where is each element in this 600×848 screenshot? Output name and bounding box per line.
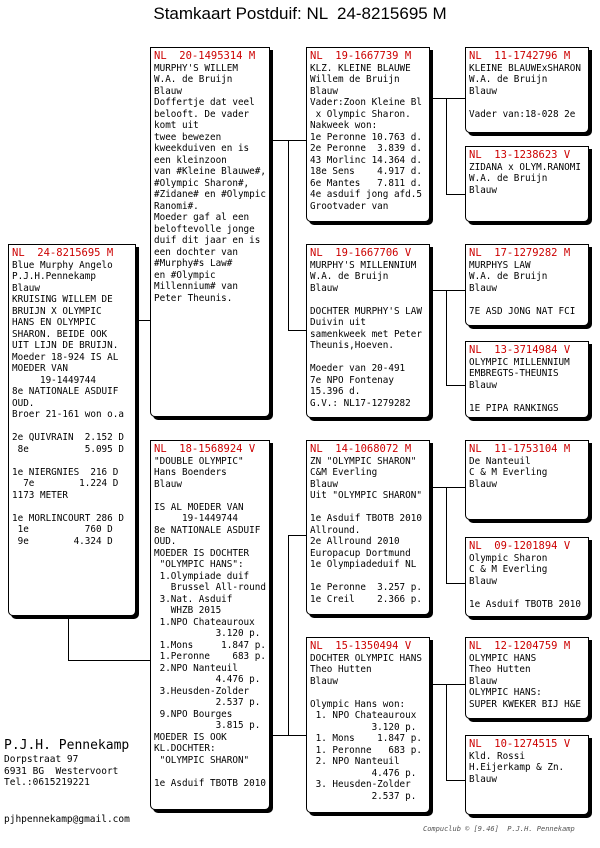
card-line: C & M Everling: [469, 564, 548, 575]
card-line: [469, 97, 585, 109]
card-line: [310, 352, 426, 364]
card-line: twee bewezen: [154, 131, 222, 143]
card-line: 1e NIERGNIES 216 D: [12, 466, 119, 478]
card-line: 1. NPO Chateauroux: [310, 710, 417, 721]
connector-father-fm-h: [288, 330, 306, 331]
card-line: Blauw: [469, 575, 497, 587]
card-line: WHZB 2015: [154, 605, 222, 616]
card-line: #Murphy#s Law#: [154, 258, 233, 269]
ring-number: NL 24-8215695 M: [12, 247, 114, 259]
card-line: [12, 501, 132, 513]
card-line: ZIDANA x OLYM.RANOMI: [469, 161, 581, 173]
card-father-father[interactable]: [306, 47, 430, 222]
connector-fm-fmm-h: [446, 385, 465, 386]
card-line: 4.476 p.: [310, 767, 417, 779]
card-line: 19-1449744: [12, 374, 96, 386]
card-line: Duivin uit: [310, 317, 366, 328]
card-line: 3.120 p.: [154, 628, 261, 639]
card-line: Blauw: [154, 85, 182, 97]
card-line: Uit "OLYMPIC SHARON": [310, 490, 422, 501]
connector-subject-mother: [68, 618, 70, 660]
card-line: Ranomi#.: [154, 200, 199, 212]
card-line: [469, 391, 585, 403]
card-line: DOCHTER MURPHY'S LAW: [310, 305, 422, 317]
ring-number: NL 13-1238623 V: [469, 149, 571, 161]
card-line: Blauw: [469, 773, 497, 785]
connector-father-fm: [288, 140, 290, 330]
card-line: Vader van:18-028 2e: [469, 108, 576, 120]
card-line: [310, 502, 426, 514]
card-line: belooft. De vader: [154, 108, 250, 120]
card-line: Olympic Sharon: [469, 552, 548, 564]
card-line: #Olympic Sharon#,: [154, 177, 250, 189]
card-line: 1173 METER: [12, 489, 68, 501]
card-line: van #Kleine Blauwe#,: [154, 166, 266, 177]
card-line: een dochter van: [154, 246, 238, 258]
card-fff[interactable]: [465, 47, 589, 133]
card-line: W.A. de Bruijn: [469, 271, 548, 282]
card-line: 1.Olympiade duif: [154, 570, 250, 582]
card-line: "OLYMPIC SHARON": [154, 754, 250, 766]
card-line: W.A. de Bruijn: [310, 271, 389, 282]
owner-email[interactable]: pjhpennekamp@gmail.com: [4, 814, 130, 825]
card-subject[interactable]: [8, 244, 136, 616]
card-line: 1. Peronne 683 p.: [310, 744, 422, 756]
card-line: #Zidane# en #Olympic: [154, 189, 266, 200]
software-footer: Compuclub © [9.46] P.J.H. Pennekamp: [423, 825, 575, 833]
card-line: Blue Murphy Angelo: [12, 259, 113, 271]
card-line: Blauw: [310, 282, 338, 294]
card-line: [469, 587, 585, 599]
ring-number: NL 13-3714984 V: [469, 344, 571, 356]
card-line: [310, 294, 426, 306]
card-father-mother[interactable]: [306, 244, 430, 418]
connector-mm-mmm-h: [446, 780, 465, 781]
card-line: MURPHYS LAW: [469, 259, 531, 271]
card-line: 7e 1.224 D: [12, 478, 119, 489]
card-line: 7e NPO Fontenay: [310, 374, 394, 386]
card-line: OLYMPIC HANS:: [469, 687, 542, 698]
card-line: Kld. Rossi: [469, 750, 525, 762]
card-line: Nakweek won:: [310, 120, 378, 131]
ring-number: NL 20-1495314 M: [154, 50, 256, 62]
card-line: Broer 21-161 won o.a: [12, 409, 124, 420]
card-line: 19-1449744: [154, 513, 238, 524]
card-line: EMBREGTS-THEUNIS: [469, 368, 559, 379]
card-line: MOEDER IS DOCHTER: [154, 547, 250, 559]
card-line: OUD.: [154, 536, 177, 547]
connector-mf-mfm: [446, 487, 448, 583]
card-line: BRUIJN X OLYMPIC: [12, 305, 102, 317]
card-line: "OLYMPIC HANS":: [154, 559, 244, 570]
card-mother-father[interactable]: [306, 440, 430, 615]
owner-street: Dorpstraat 97: [4, 754, 79, 765]
card-line: OUD.: [12, 397, 35, 409]
card-line: 3.120 p.: [310, 721, 417, 733]
card-mmf[interactable]: [465, 637, 589, 719]
card-ffm[interactable]: [465, 146, 589, 222]
card-mmm[interactable]: [465, 735, 589, 815]
connector-ff-ffm-h: [446, 194, 465, 195]
card-line: G.V.: NL17-1279282: [310, 397, 411, 409]
card-line: 6e Mantes 7.811 d.: [310, 177, 422, 189]
card-line: 1e 760 D: [12, 524, 113, 535]
card-line: Willem de Bruijn: [310, 74, 400, 85]
card-line: De Nanteuil: [469, 455, 531, 467]
ring-number: NL 17-1279282 M: [469, 247, 571, 259]
card-line: 1e Creil 2.366 p.: [310, 593, 422, 605]
card-line: 2e QUIVRAIN 2.152 D: [12, 432, 124, 443]
card-line: MURPHY'S WILLEM: [154, 62, 238, 74]
card-line: W.A. de Bruijn: [154, 74, 233, 85]
card-line: 1.Peronne 683 p.: [154, 651, 266, 662]
ring-number: NL 10-1274515 V: [469, 738, 571, 750]
card-line: Blauw: [469, 184, 497, 196]
ring-number: NL 12-1204759 M: [469, 640, 571, 652]
card-mff[interactable]: [465, 440, 589, 520]
card-line: samenkweek met Peter: [310, 328, 422, 340]
card-line: Theunis,Hoeven.: [310, 340, 394, 351]
card-line: Moeder 18-924 IS AL: [12, 351, 119, 363]
card-line: 2.537 p.: [310, 790, 417, 802]
card-fmf[interactable]: [465, 244, 589, 326]
owner-name: P.J.H. Pennekamp: [4, 738, 130, 753]
card-line: 2.537 p.: [154, 697, 261, 708]
card-mother-mother[interactable]: [306, 637, 430, 813]
owner-city: 6931 BG Westervoort: [4, 765, 119, 777]
ring-number: NL 15-1350494 V: [310, 640, 412, 652]
card-line: SHARON. BEIDE OOK: [12, 328, 108, 340]
card-line: [469, 294, 585, 306]
card-line: 1.Mons 1.847 p.: [154, 639, 266, 651]
card-line: 8e NATIONALE ASDUIF: [12, 386, 119, 397]
ring-number: NL 09-1201894 V: [469, 540, 571, 552]
card-line: W.A. de Bruijn: [469, 173, 548, 184]
connector-subject-father: [136, 320, 150, 321]
card-line: 3.Heusden-Zolder: [154, 685, 250, 697]
ring-number: NL 11-1742796 M: [469, 50, 571, 62]
ring-number: NL 19-1667739 M: [310, 50, 412, 62]
card-line: 4e asduif jong afd.5: [310, 189, 422, 200]
ring-number: NL 11-1753104 M: [469, 443, 571, 455]
card-line: Allround.: [310, 524, 361, 536]
card-mother[interactable]: [150, 440, 270, 810]
card-line: Olympic Hans won:: [310, 698, 406, 710]
card-line: Blauw: [310, 675, 338, 687]
card-line: 15.396 d.: [310, 386, 361, 397]
card-line: OLYMPIC HANS: [469, 652, 537, 664]
card-line: 7E ASD JONG NAT FCI: [469, 305, 576, 317]
card-line: duif dit jaar en is: [154, 235, 261, 246]
card-line: UIT LIJN DE BRUIJN.: [12, 340, 119, 351]
card-line: Hans Boenders: [154, 467, 227, 478]
card-line: 43 Morlinc 14.364 d.: [310, 154, 422, 166]
card-line: Blauw: [154, 478, 182, 490]
card-line: W.A. de Bruijn: [469, 74, 548, 85]
card-line: 3.Nat. Asduif: [154, 593, 233, 605]
ring-number: NL 14-1068072 M: [310, 443, 412, 455]
card-line: [310, 687, 426, 699]
card-line: een kleinzoon: [154, 154, 227, 166]
card-line: 1.NPO Chateauroux: [154, 616, 255, 628]
card-line: MOEDER IS OOK: [154, 731, 227, 743]
card-line: 1e Peronne 10.763 d.: [310, 131, 422, 143]
card-line: 1e Peronne 3.257 p.: [310, 582, 422, 593]
card-line: KL.DOCHTER:: [154, 743, 216, 754]
card-line: Blauw: [310, 478, 338, 490]
card-fmm[interactable]: [465, 341, 589, 418]
card-line: 1e Asduif TBOTB 2010: [310, 513, 422, 524]
card-line: MURPHY'S MILLENNIUM: [310, 259, 417, 271]
card-line: OLYMPIC MILLENNIUM: [469, 356, 570, 368]
card-line: Millennium# van: [154, 281, 238, 292]
connector-mother-mf: [288, 535, 306, 536]
card-line: SUPER KWEKER BIJ H&E: [469, 698, 581, 710]
card-line: "DOUBLE OLYMPIC": [154, 455, 244, 467]
card-line: beloftevolle jonge: [154, 223, 255, 235]
connector-mother-mm: [288, 535, 290, 735]
card-line: Peter Theunis.: [154, 292, 233, 304]
card-line: KRUISING WILLEM DE: [12, 294, 113, 305]
card-line: en #Olympic: [154, 269, 216, 281]
ring-number: NL 19-1667706 V: [310, 247, 412, 259]
card-line: 3.815 p.: [154, 720, 261, 731]
connector-ff-ffm: [446, 98, 448, 194]
owner-block: [4, 738, 129, 789]
card-line: Moeder van 20-491: [310, 363, 406, 374]
card-line: 1. Mons 1.847 p.: [310, 733, 422, 744]
card-line: Blauw: [12, 282, 40, 294]
connector-mf-mfm-h: [446, 583, 465, 584]
card-line: [310, 571, 426, 583]
page-title: Stamkaart Postduif: NL 24-8215695 M: [153, 4, 447, 23]
card-mfm[interactable]: [465, 537, 589, 617]
card-line: C & M Everling: [469, 467, 548, 478]
card-line: 9e 4.324 D: [12, 535, 113, 547]
card-line: KLZ. KLEINE BLAUWE: [310, 62, 411, 74]
card-line: 1e Olympiadeduif NL: [310, 559, 417, 570]
card-line: Europacup Dortmund: [310, 547, 411, 559]
card-line: [154, 490, 266, 502]
card-line: IS AL MOEDER VAN: [154, 501, 244, 513]
card-line: kweekduiven en is: [154, 143, 250, 154]
card-line: KLEINE BLAUWExSHARON: [469, 62, 581, 74]
card-line: 18e Sens 4.917 d.: [310, 166, 422, 177]
card-line: Theo Hutten: [310, 664, 372, 675]
card-line: Blauw: [469, 282, 497, 294]
card-line: Moeder gaf al een: [154, 212, 250, 223]
card-line: Blauw: [469, 379, 497, 391]
card-line: 2e Allround 2010: [310, 536, 400, 547]
card-line: Blauw: [469, 675, 497, 687]
card-father[interactable]: [150, 47, 270, 417]
card-line: 1e Asduif TBOTB 2010: [154, 777, 266, 789]
card-line: 3. Heusden-Zolder: [310, 779, 411, 790]
card-line: 2.NPO Nanteuil: [154, 662, 238, 674]
card-line: Grootvader van: [310, 200, 389, 212]
card-line: [12, 455, 132, 467]
card-line: 8e 5.095 D: [12, 443, 124, 455]
card-line: 1E PIPA RANKINGS: [469, 402, 559, 414]
card-line: 2e Peronne 3.839 d.: [310, 143, 422, 154]
card-line: [154, 766, 266, 778]
card-line: Blauw: [469, 478, 497, 490]
card-line: C&M Everling: [310, 467, 378, 478]
card-line: 9.NPO Bourges: [154, 708, 233, 720]
card-line: 2. NPO Nanteuil: [310, 756, 400, 767]
card-line: DOCHTER OLYMPIC HANS: [310, 652, 422, 664]
card-line: 1e MORLINCOURT 286 D: [12, 512, 124, 524]
card-line: MOEDER VAN: [12, 363, 68, 374]
card-line: Blauw: [469, 85, 497, 97]
card-line: 4.476 p.: [154, 674, 261, 685]
card-line: H.Eijerkamp & Zn.: [469, 762, 565, 773]
connector-fm-fmm: [446, 290, 448, 385]
connector-mm-mmm: [446, 684, 448, 780]
card-line: [12, 421, 132, 433]
card-line: Doffertje dat veel: [154, 97, 255, 108]
card-line: Theo Hutten: [469, 664, 531, 675]
card-line: x Olympic Sharon.: [310, 108, 411, 120]
ring-number: NL 18-1568924 V: [154, 443, 256, 455]
card-line: P.J.H.Pennekamp: [12, 271, 96, 282]
card-line: ZN "OLYMPIC SHARON": [310, 455, 417, 467]
owner-phone: Tel.:0615219221: [4, 777, 90, 788]
connector-mother-mm-h: [270, 735, 306, 736]
connector-subject-mother-h: [68, 660, 150, 661]
card-line: komt uit: [154, 120, 199, 131]
card-line: 1e Asduif TBOTB 2010: [469, 598, 581, 610]
card-line: Brussel All-round: [154, 582, 266, 593]
card-line: 8e NATIONALE ASDUIF: [154, 524, 261, 536]
card-line: Vader:Zoon Kleine Bl: [310, 97, 422, 108]
card-line: Blauw: [310, 85, 338, 97]
card-line: HANS EN OLYMPIC: [12, 317, 96, 328]
